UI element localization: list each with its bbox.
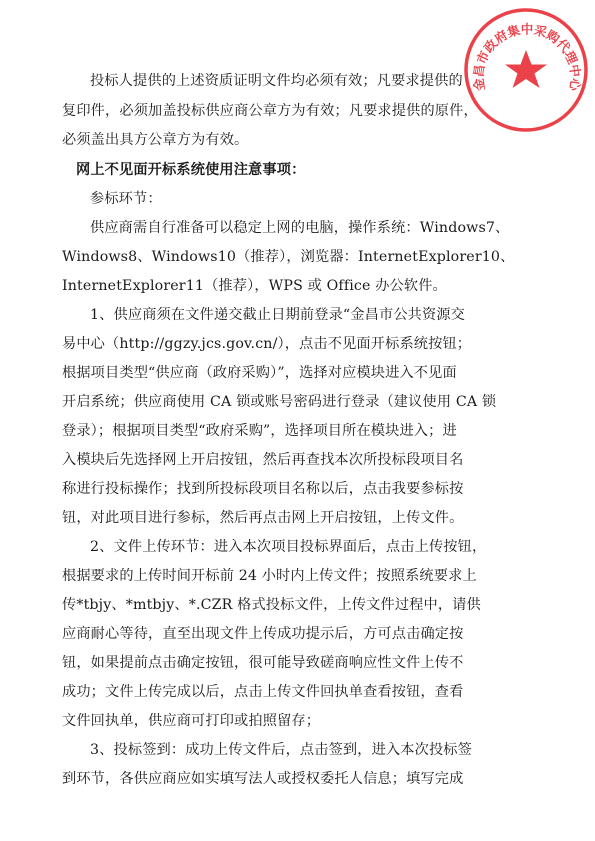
paragraph-line: 应商耐心等待，直至出现文件上传成功提示后，方可点击确定按 <box>62 626 464 642</box>
paragraph-line: 供应商需自行准备可以稳定上网的电脑，操作系统：Windows7、 <box>90 220 510 236</box>
paragraph-line: Windows8、Windows10（推荐），浏览器：InternetExplorer10、 <box>62 249 515 265</box>
official-seal-stamp <box>462 6 590 134</box>
paragraph-line: 钮，如果提前点击确定按钮，很可能导致磋商响应性文件上传不 <box>62 655 464 671</box>
subsection-label: 参标环节： <box>90 191 162 207</box>
paragraph-line: 钮，对此项目进行参标，然后再点击网上开启按钮，上传文件。 <box>62 510 464 526</box>
paragraph-line: 1、供应商须在文件递交截止日期前登录“金昌市公共资源交 <box>90 307 466 323</box>
paragraph-line: 易中心（http://ggzy.jcs.gov.cn/），点击不见面开标系统按钮； <box>62 336 472 352</box>
star-icon <box>505 50 547 88</box>
section-heading: 网上不见面开标系统使用注意事项： <box>76 162 306 178</box>
paragraph-line: 根据要求的上传时间开标前 24 小时内上传文件；按照系统要求上 <box>62 568 477 584</box>
paragraph-line: 入模块后先选择网上开启按钮，然后再查找本次所投标段项目名 <box>62 452 464 468</box>
paragraph-line: 必须盖出具方公章方为有效。 <box>62 132 249 148</box>
paragraph-line: 成功；文件上传完成以后，点击上传文件回执单查看按钮，查看 <box>62 684 464 700</box>
paragraph-line: 传*tbjy、*mtbjy、*.CZR 格式投标文件，上传文件过程中，请供 <box>62 597 481 613</box>
paragraph-line: 2、文件上传环节：进入本次项目投标界面后，点击上传按钮， <box>90 539 487 555</box>
paragraph-line: 文件回执单，供应商可打印或拍照留存； <box>62 713 321 729</box>
paragraph-line: 根据项目类型“供应商（政府采购）”，选择对应模块进入不见面 <box>62 365 457 381</box>
paragraph-line: 3、投标签到：成功上传文件后，点击签到，进入本次投标签 <box>90 742 472 758</box>
paragraph-line: 复印件，必须加盖投标供应商公章方为有效；凡要求提供的原件， <box>62 103 478 119</box>
paragraph-line: 称进行投标操作；找到所投标段项目名称以后，点击我要参标按 <box>62 481 464 497</box>
paragraph-line: 投标人提供的上述资质证明文件均必须有效；凡要求提供的 <box>90 73 463 89</box>
paragraph-line: 开启系统；供应商使用 CA 锁或账号密码进行登录（建议使用 CA 锁 <box>62 394 497 410</box>
paragraph-line: 到环节，各供应商应如实填写法人或授权委托人信息；填写完成 <box>62 771 464 787</box>
seal-text: 金昌市政府集中采购代理中心 <box>470 21 584 92</box>
paragraph-line: 登录）；根据项目类型“政府采购”，选择项目所在模块进入；进 <box>62 423 457 439</box>
paragraph-line: InternetExplorer11（推荐），WPS 或 Office 办公软件。 <box>62 278 447 294</box>
